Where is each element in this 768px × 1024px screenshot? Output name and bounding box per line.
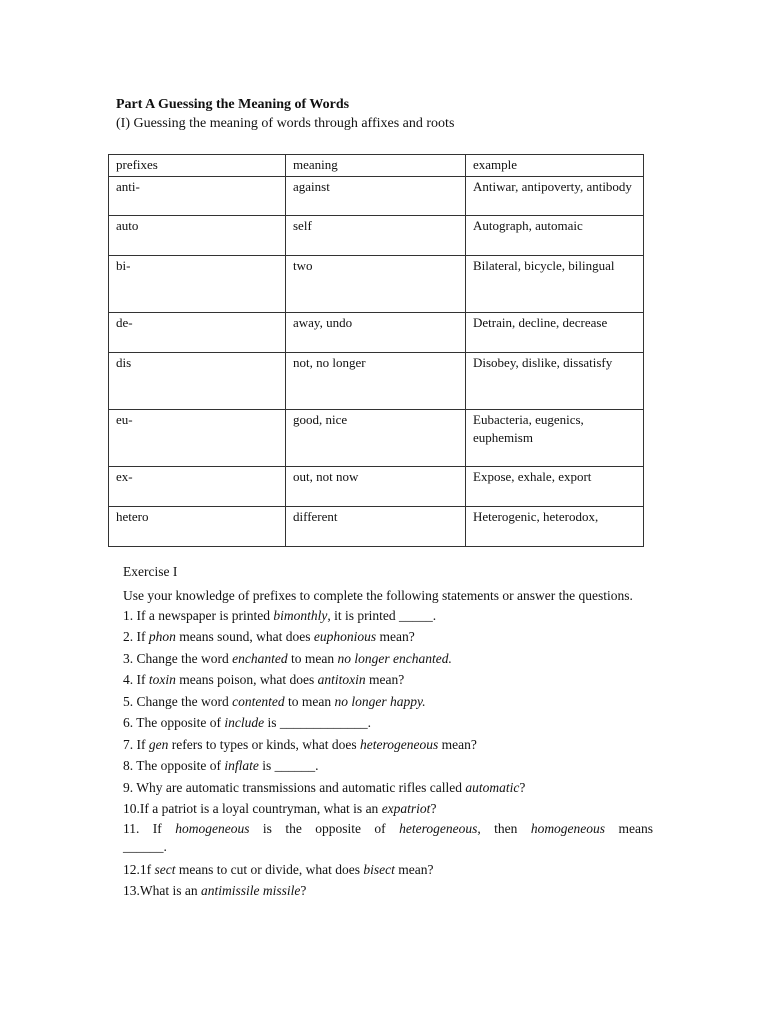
- example-cell: Autograph, automaic: [466, 216, 644, 256]
- meaning-cell: against: [286, 177, 466, 216]
- example-cell: Disobey, dislike, dissatisfy: [466, 353, 644, 410]
- exercise-title: Exercise I: [123, 564, 178, 579]
- section-title: Part A Guessing the Meaning of Words: [116, 97, 350, 112]
- question-list: [123, 605, 653, 902]
- table-row: [109, 313, 644, 353]
- meaning-cell: not, no longer: [286, 353, 466, 410]
- question-item: 6. The opposite of include is _____________.: [123, 715, 372, 730]
- table-row: [109, 410, 644, 467]
- meaning-cell: out, not now: [286, 467, 466, 507]
- table-row: [109, 216, 644, 256]
- example-cell: Bilateral, bicycle, bilingual: [466, 256, 644, 313]
- question-item: 12.1f sect means to cut or divide, what does bisect mean?: [123, 861, 434, 877]
- prefix-cell: auto: [109, 216, 286, 256]
- example-cell: Expose, exhale, export: [466, 467, 644, 507]
- table-row: [109, 256, 644, 313]
- question-item: 13.What is an antimissile missile?: [123, 883, 307, 898]
- prefix-cell: dis: [109, 353, 286, 410]
- prefix-cell: anti-: [109, 177, 286, 216]
- question-item: 2. If phon means sound, what does euphonious mean?: [123, 629, 415, 644]
- example-cell: Heterogenic, heterodox,: [466, 507, 644, 547]
- prefix-table: [108, 154, 644, 547]
- column-header-prefixes: prefixes: [109, 155, 286, 177]
- exercise-section: [123, 561, 653, 902]
- prefix-cell: hetero: [109, 507, 286, 547]
- prefix-cell: bi-: [109, 256, 286, 313]
- table-row: [109, 507, 644, 547]
- example-cell: Antiwar, antipoverty, antibody: [466, 177, 644, 216]
- question-item: 5. Change the word contented to mean no longer happy.: [123, 693, 426, 709]
- prefix-cell: ex-: [109, 467, 286, 507]
- table-row: [109, 467, 644, 507]
- column-header-example: example: [466, 155, 644, 177]
- column-header-meaning: meaning: [286, 155, 466, 177]
- table-header-row: [109, 155, 644, 177]
- meaning-cell: two: [286, 256, 466, 313]
- meaning-cell: away, undo: [286, 313, 466, 353]
- prefix-cell: eu-: [109, 410, 286, 467]
- question-item: 11. If homogeneous is the opposite of heterogeneous, then homogeneous means: [123, 820, 653, 836]
- table-row: [109, 177, 644, 216]
- prefix-cell: de-: [109, 313, 286, 353]
- section-subtitle: (I) Guessing the meaning of words through affixes and roots: [116, 116, 455, 131]
- meaning-cell: different: [286, 507, 466, 547]
- example-cell: Eubacteria, eugenics, euphemism: [466, 410, 644, 467]
- question-item: 8. The opposite of inflate is ______.: [123, 758, 319, 773]
- question-item: 1. If a newspaper is printed bimonthly, it is printed _____.: [123, 607, 437, 623]
- question-item: 10.If a patriot is a loyal countryman, what is an expatriot?: [123, 801, 437, 816]
- question-item-continuation: ______.: [123, 838, 167, 854]
- question-item: 3. Change the word enchanted to mean no longer enchanted.: [123, 650, 452, 666]
- meaning-cell: good, nice: [286, 410, 466, 467]
- question-item: 7. If gen refers to types or kinds, what does heterogeneous mean?: [123, 736, 477, 752]
- exercise-instructions: Use your knowledge of prefixes to complete the following statements or answer the questions.: [123, 587, 633, 603]
- meaning-cell: self: [286, 216, 466, 256]
- question-item: 4. If toxin means poison, what does antitoxin mean?: [123, 672, 405, 687]
- table-row: [109, 353, 644, 410]
- question-item: 9. Why are automatic transmissions and automatic rifles called automatic?: [123, 779, 526, 795]
- example-cell: Detrain, decline, decrease: [466, 313, 644, 353]
